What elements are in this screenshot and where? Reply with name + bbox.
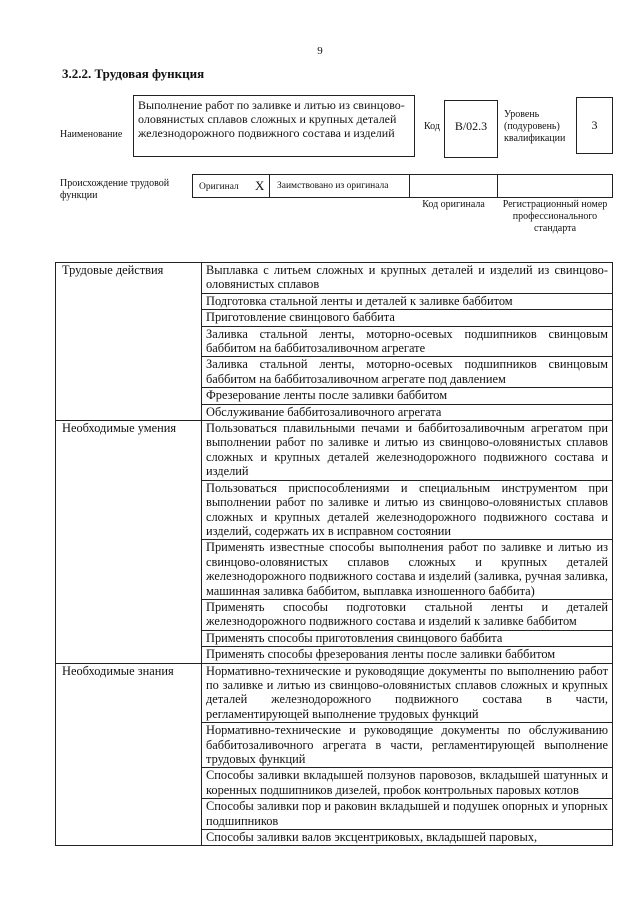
category-cell: Трудовые действия [56,263,202,421]
category-cell: Необходимые умения [56,421,202,664]
code-box [444,100,498,158]
level-box [576,97,613,154]
reg-number-cell [497,174,613,198]
borrowed-cell [269,174,410,198]
item-cell: Заливка стальной ленты, моторно-осевых подшипников свинцовым баббитом на баббитозаливочном агрегате под давлением [202,357,613,388]
item-cell: Нормативно-технические и руководящие документы по выполнению работ по заливке и литью из свинцово-оловянистых сплавов сложных и крупных деталей железнодорожного подвижного состава в части, регламентирующей выполнение трудовых функций [202,663,613,723]
item-cell: Пользоваться приспособлениями и специальным инструментом при выполнении работ по заливке и литью из свинцово-оловянистых сплавов сложных и крупных деталей железнодорожного подвижного состава и изделий, содержать их в исправном состоянии [202,480,613,540]
name-label: Наименование [60,129,123,140]
page-number: 9 [317,45,323,57]
item-cell: Выплавка с литьем сложных и крупных деталей и изделий из свинцово-оловянистых сплавов [202,263,613,294]
item-cell: Способы заливки вкладышей ползунов паровозов, вкладышей шатунных и коренных подшипников дизелей, пробок контрольных паровых котлов [202,768,613,799]
function-table [55,262,613,846]
item-cell: Фрезерование ленты после заливки баббитом [202,388,613,404]
item-cell: Обслуживание баббитозаливочного агрегата [202,404,613,420]
function-name-box [133,95,415,157]
borrowed-label: Заимствовано из оригинала [277,181,389,191]
item-cell: Способы заливки пор и раковин вкладышей и подушек опорных и упорных подшипников [202,799,613,830]
item-cell: Способы заливки валов эксцентриковых, вкладышей паровых, [202,830,613,846]
original-mark: X [255,178,265,193]
code-original-label: Код оригинала [422,199,485,210]
reg-number-label: Регистрационный номер профессионального стандарта [502,199,608,234]
origin-label: Происхождение трудовой функции [60,178,170,201]
item-cell: Приготовление свинцового баббита [202,310,613,326]
item-cell: Применять способы фрезерования ленты после заливки баббитом [202,647,613,663]
original-cell [192,174,270,198]
item-cell: Подготовка стальной ленты и деталей к заливке баббитом [202,293,613,309]
section-title: 3.2.2. Трудовая функция [62,66,205,81]
item-cell: Нормативно-технические и руководящие документы по обслуживанию баббитозаливочного агрегата в части, регламентирующей выполнение трудовых функций [202,723,613,768]
category-cell: Необходимые знания [56,663,202,846]
level-label: Уровень (подуровень) квалификации [504,109,566,144]
code-label: Код [424,121,440,132]
table-row [56,663,613,723]
item-cell: Применять способы подготовки стальной ленты и деталей железнодорожного подвижного состава и изделий к заливке баббитом [202,599,613,630]
item-cell: Применять способы приготовления свинцового баббита [202,630,613,646]
code-value: B/02.3 [454,119,488,133]
original-label: Оригинал [199,182,239,192]
item-cell: Заливка стальной ленты, моторно-осевых подшипников свинцовым баббитом на баббитозаливочном агрегате [202,326,613,357]
table-row [56,421,613,481]
function-table-body [56,263,613,846]
function-name-value: Выполнение работ по заливке и литью из свинцово-оловянистых сплавов сложных и крупных деталей железнодорожного подвижного состава и изделий [138,98,405,140]
level-value: 3 [591,118,598,132]
table-row [56,263,613,294]
item-cell: Применять известные способы выполнения работ по заливке и литью из свинцово-оловянистых сплавов сложных и крупных деталей железнодорожного подвижного состава и изделий (заливка, ручная заливка, машинная заливка баббитом, выплавка изношенного баббита) [202,540,613,600]
code-original-cell [409,174,498,198]
item-cell: Пользоваться плавильными печами и баббитозаливочным агрегатом при выполнении работ по заливке и литью из свинцово-оловянистых сплавов сложных и крупных деталей железнодорожного подвижного состава и изделий [202,421,613,481]
